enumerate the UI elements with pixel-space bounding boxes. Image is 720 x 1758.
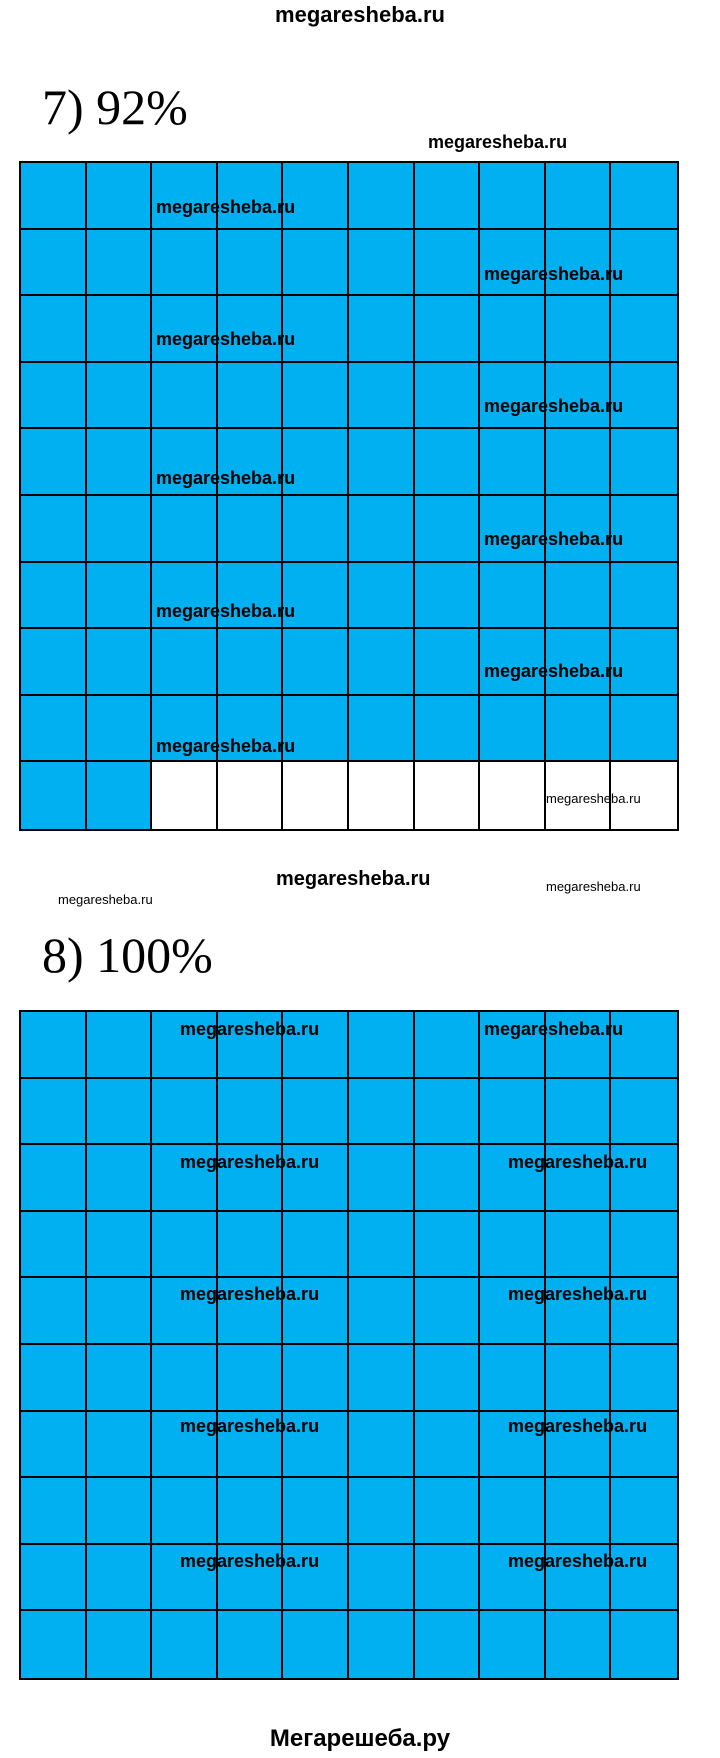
grid-cell-filled xyxy=(546,1212,612,1279)
watermark: megaresheba.ru xyxy=(508,1284,648,1304)
watermark: megaresheba.ru xyxy=(156,601,296,621)
grid-cell-filled xyxy=(21,1478,87,1545)
grid-cell-filled xyxy=(21,163,87,230)
grid-cell-filled xyxy=(87,1545,153,1612)
grid-cell-filled xyxy=(415,1545,481,1612)
grid-cell-filled xyxy=(87,1611,153,1678)
grid-cell-filled xyxy=(87,1012,153,1079)
grid-cell-filled xyxy=(480,563,546,630)
grid-cell-filled xyxy=(21,1345,87,1412)
watermark: megaresheba.ru xyxy=(484,264,624,284)
grid-cell-filled xyxy=(87,429,153,496)
grid-cell-filled xyxy=(611,230,677,297)
grid-cell-filled xyxy=(480,1212,546,1279)
grid-cell-filled xyxy=(546,230,612,297)
grid-cell-filled xyxy=(415,296,481,363)
watermark: megaresheba.ru xyxy=(508,1551,648,1571)
grid-cell-filled xyxy=(218,230,284,297)
grid-cell-filled xyxy=(349,696,415,763)
grid-cell-filled xyxy=(415,1145,481,1212)
grid-cell-filled xyxy=(546,1478,612,1545)
grid-cell-filled xyxy=(87,363,153,430)
grid-cell-filled xyxy=(152,1079,218,1146)
grid-cell-filled xyxy=(152,629,218,696)
problem-8-label: 8) 100% xyxy=(42,927,213,983)
grid-cell-filled xyxy=(415,629,481,696)
grid-cell-filled xyxy=(283,629,349,696)
grid-cell-filled xyxy=(283,1611,349,1678)
grid-cell-filled xyxy=(415,1412,481,1479)
grid-cell-filled xyxy=(415,1478,481,1545)
grid-cell-filled xyxy=(349,563,415,630)
grid-cell-filled xyxy=(415,496,481,563)
grid-cell-filled xyxy=(480,429,546,496)
grid-cell-filled xyxy=(152,1345,218,1412)
watermark: megaresheba.ru xyxy=(180,1551,320,1571)
grid-cell-filled xyxy=(218,363,284,430)
grid-cell-filled xyxy=(21,629,87,696)
grid-cell-filled xyxy=(546,163,612,230)
grid-cell-filled xyxy=(415,1345,481,1412)
grid-cell-filled xyxy=(87,1145,153,1212)
grid-cell-filled xyxy=(218,1079,284,1146)
grid-cell-filled xyxy=(349,1478,415,1545)
grid-cell-filled xyxy=(87,1478,153,1545)
watermark: megaresheba.ru xyxy=(484,529,624,549)
grid-cell-filled xyxy=(87,1079,153,1146)
grid-cell-filled xyxy=(480,1345,546,1412)
grid-cell-filled xyxy=(21,1611,87,1678)
grid-cell-filled xyxy=(349,1611,415,1678)
grid-cell-filled xyxy=(349,363,415,430)
watermark: megaresheba.ru xyxy=(180,1284,320,1304)
watermark: megaresheba.ru xyxy=(180,1416,320,1436)
grid-cell-empty xyxy=(218,762,284,829)
grid-cell-filled xyxy=(87,296,153,363)
grid-cell-filled xyxy=(415,163,481,230)
grid-cell-filled xyxy=(21,696,87,763)
watermark: megaresheba.ru xyxy=(428,132,568,152)
grid-cell-filled xyxy=(611,1611,677,1678)
grid-cell-filled xyxy=(283,230,349,297)
grid-cell-filled xyxy=(611,1212,677,1279)
grid-cell-filled xyxy=(349,163,415,230)
grid-cell-filled xyxy=(218,496,284,563)
grid-cell-filled xyxy=(283,363,349,430)
grid-cell-filled xyxy=(415,1278,481,1345)
grid-cell-filled xyxy=(21,1012,87,1079)
grid-cell-filled xyxy=(611,429,677,496)
grid-cell-filled xyxy=(87,1345,153,1412)
grid-cell-filled xyxy=(415,1079,481,1146)
watermark: megaresheba.ru xyxy=(484,661,624,681)
grid-cell-filled xyxy=(611,696,677,763)
grid-cell-filled xyxy=(87,563,153,630)
grid-cell-filled xyxy=(480,696,546,763)
grid-cell-filled xyxy=(218,1478,284,1545)
grid-cell-filled xyxy=(546,1611,612,1678)
grid-cell-filled xyxy=(415,563,481,630)
grid-cell-empty xyxy=(152,762,218,829)
grid-cell-filled xyxy=(21,363,87,430)
grid-cell-filled xyxy=(87,496,153,563)
problem-7-label: 7) 92% xyxy=(42,79,188,135)
grid-cell-filled xyxy=(21,1212,87,1279)
page-header-watermark: megaresheba.ru xyxy=(275,2,445,27)
page-footer-watermark: Мегарешеба.ру xyxy=(269,1725,451,1752)
grid-cell-filled xyxy=(611,296,677,363)
grid-cell-filled xyxy=(480,1079,546,1146)
grid-cell-filled xyxy=(349,1345,415,1412)
grid-cell-filled xyxy=(152,1478,218,1545)
grid-cell-filled xyxy=(546,429,612,496)
grid-cell-filled xyxy=(480,1611,546,1678)
grid-cell-filled xyxy=(611,163,677,230)
grid-cell-filled xyxy=(546,1079,612,1146)
grid-cell-filled xyxy=(480,163,546,230)
grid-cell-filled xyxy=(87,1412,153,1479)
grid-cell-empty xyxy=(283,762,349,829)
grid-cell-filled xyxy=(218,1345,284,1412)
grid-cell-filled xyxy=(21,296,87,363)
grid-cell-empty xyxy=(480,762,546,829)
grid-cell-filled xyxy=(283,496,349,563)
grid-cell-filled xyxy=(87,1278,153,1345)
grid-cell-filled xyxy=(87,762,153,829)
grid-cell-filled xyxy=(611,563,677,630)
grid-cell-filled xyxy=(152,1611,218,1678)
watermark: megaresheba.ru xyxy=(484,396,624,416)
grid-cell-filled xyxy=(480,230,546,297)
watermark: megaresheba.ru xyxy=(180,1152,320,1172)
grid-cell-filled xyxy=(546,1345,612,1412)
grid-cell-filled xyxy=(349,1145,415,1212)
grid-cell-filled xyxy=(349,1212,415,1279)
grid-cell-filled xyxy=(283,1478,349,1545)
grid-cell-filled xyxy=(21,1079,87,1146)
watermark: megaresheba.ru xyxy=(546,791,641,806)
watermark: megaresheba.ru xyxy=(58,892,153,907)
grid-cell-filled xyxy=(283,1079,349,1146)
grid-cell-filled xyxy=(21,496,87,563)
grid-cell-filled xyxy=(415,230,481,297)
percent-grid-problem-7 xyxy=(19,161,679,831)
grid-cell-filled xyxy=(415,1012,481,1079)
watermark: megaresheba.ru xyxy=(508,1152,648,1172)
grid-cell-filled xyxy=(87,1212,153,1279)
grid-cell-filled xyxy=(21,1278,87,1345)
grid-cell-filled xyxy=(415,429,481,496)
grid-cell-filled xyxy=(152,230,218,297)
grid-cell-filled xyxy=(152,1212,218,1279)
watermark: megaresheba.ru xyxy=(156,468,296,488)
grid-cell-filled xyxy=(349,1545,415,1612)
grid-cell-filled xyxy=(349,629,415,696)
grid-cell-filled xyxy=(349,1412,415,1479)
grid-cell-filled xyxy=(349,1012,415,1079)
watermark: megaresheba.ru xyxy=(546,879,641,894)
grid-cell-filled xyxy=(349,496,415,563)
watermark: megaresheba.ru xyxy=(156,197,296,217)
grid-cell-filled xyxy=(21,1545,87,1612)
grid-cell-filled xyxy=(415,696,481,763)
grid-cell-filled xyxy=(611,1478,677,1545)
grid-cell-filled xyxy=(480,296,546,363)
grid-cell-filled xyxy=(218,1212,284,1279)
grid-cell-filled xyxy=(611,1345,677,1412)
grid-cell-filled xyxy=(415,363,481,430)
grid-cell-filled xyxy=(546,563,612,630)
grid-cell-filled xyxy=(283,1345,349,1412)
grid-cell-filled xyxy=(87,163,153,230)
grid-cell-filled xyxy=(152,363,218,430)
grid-cell-filled xyxy=(349,296,415,363)
grid-cell-filled xyxy=(415,1212,481,1279)
grid-cell-filled xyxy=(611,1079,677,1146)
grid-cell-filled xyxy=(415,1611,481,1678)
grid-cell-filled xyxy=(21,762,87,829)
grid-cell-filled xyxy=(87,230,153,297)
percent-grid-problem-8 xyxy=(19,1010,679,1680)
watermark: megaresheba.ru xyxy=(156,736,296,756)
grid-cell-filled xyxy=(87,696,153,763)
grid-cell-filled xyxy=(152,496,218,563)
grid-cell-empty xyxy=(349,762,415,829)
grid-cell-filled xyxy=(349,1278,415,1345)
grid-cell-filled xyxy=(546,296,612,363)
watermark: megaresheba.ru xyxy=(484,1019,624,1039)
grid-cell-filled xyxy=(283,1212,349,1279)
grid-cell-filled xyxy=(87,629,153,696)
watermark: megaresheba.ru xyxy=(180,1019,320,1039)
watermark: megaresheba.ru xyxy=(276,868,431,890)
grid-cell-filled xyxy=(21,230,87,297)
grid-cell-filled xyxy=(349,429,415,496)
watermark: megaresheba.ru xyxy=(156,329,296,349)
grid-cell-filled xyxy=(546,696,612,763)
grid-cell-filled xyxy=(349,1079,415,1146)
grid-cell-filled xyxy=(21,1412,87,1479)
watermark: megaresheba.ru xyxy=(508,1416,648,1436)
grid-cell-filled xyxy=(21,429,87,496)
grid-cell-filled xyxy=(21,1145,87,1212)
grid-cell-filled xyxy=(349,230,415,297)
grid-cell-filled xyxy=(480,1478,546,1545)
grid-cell-filled xyxy=(218,629,284,696)
grid-cell-filled xyxy=(21,563,87,630)
grid-cell-empty xyxy=(415,762,481,829)
grid-cell-filled xyxy=(218,1611,284,1678)
